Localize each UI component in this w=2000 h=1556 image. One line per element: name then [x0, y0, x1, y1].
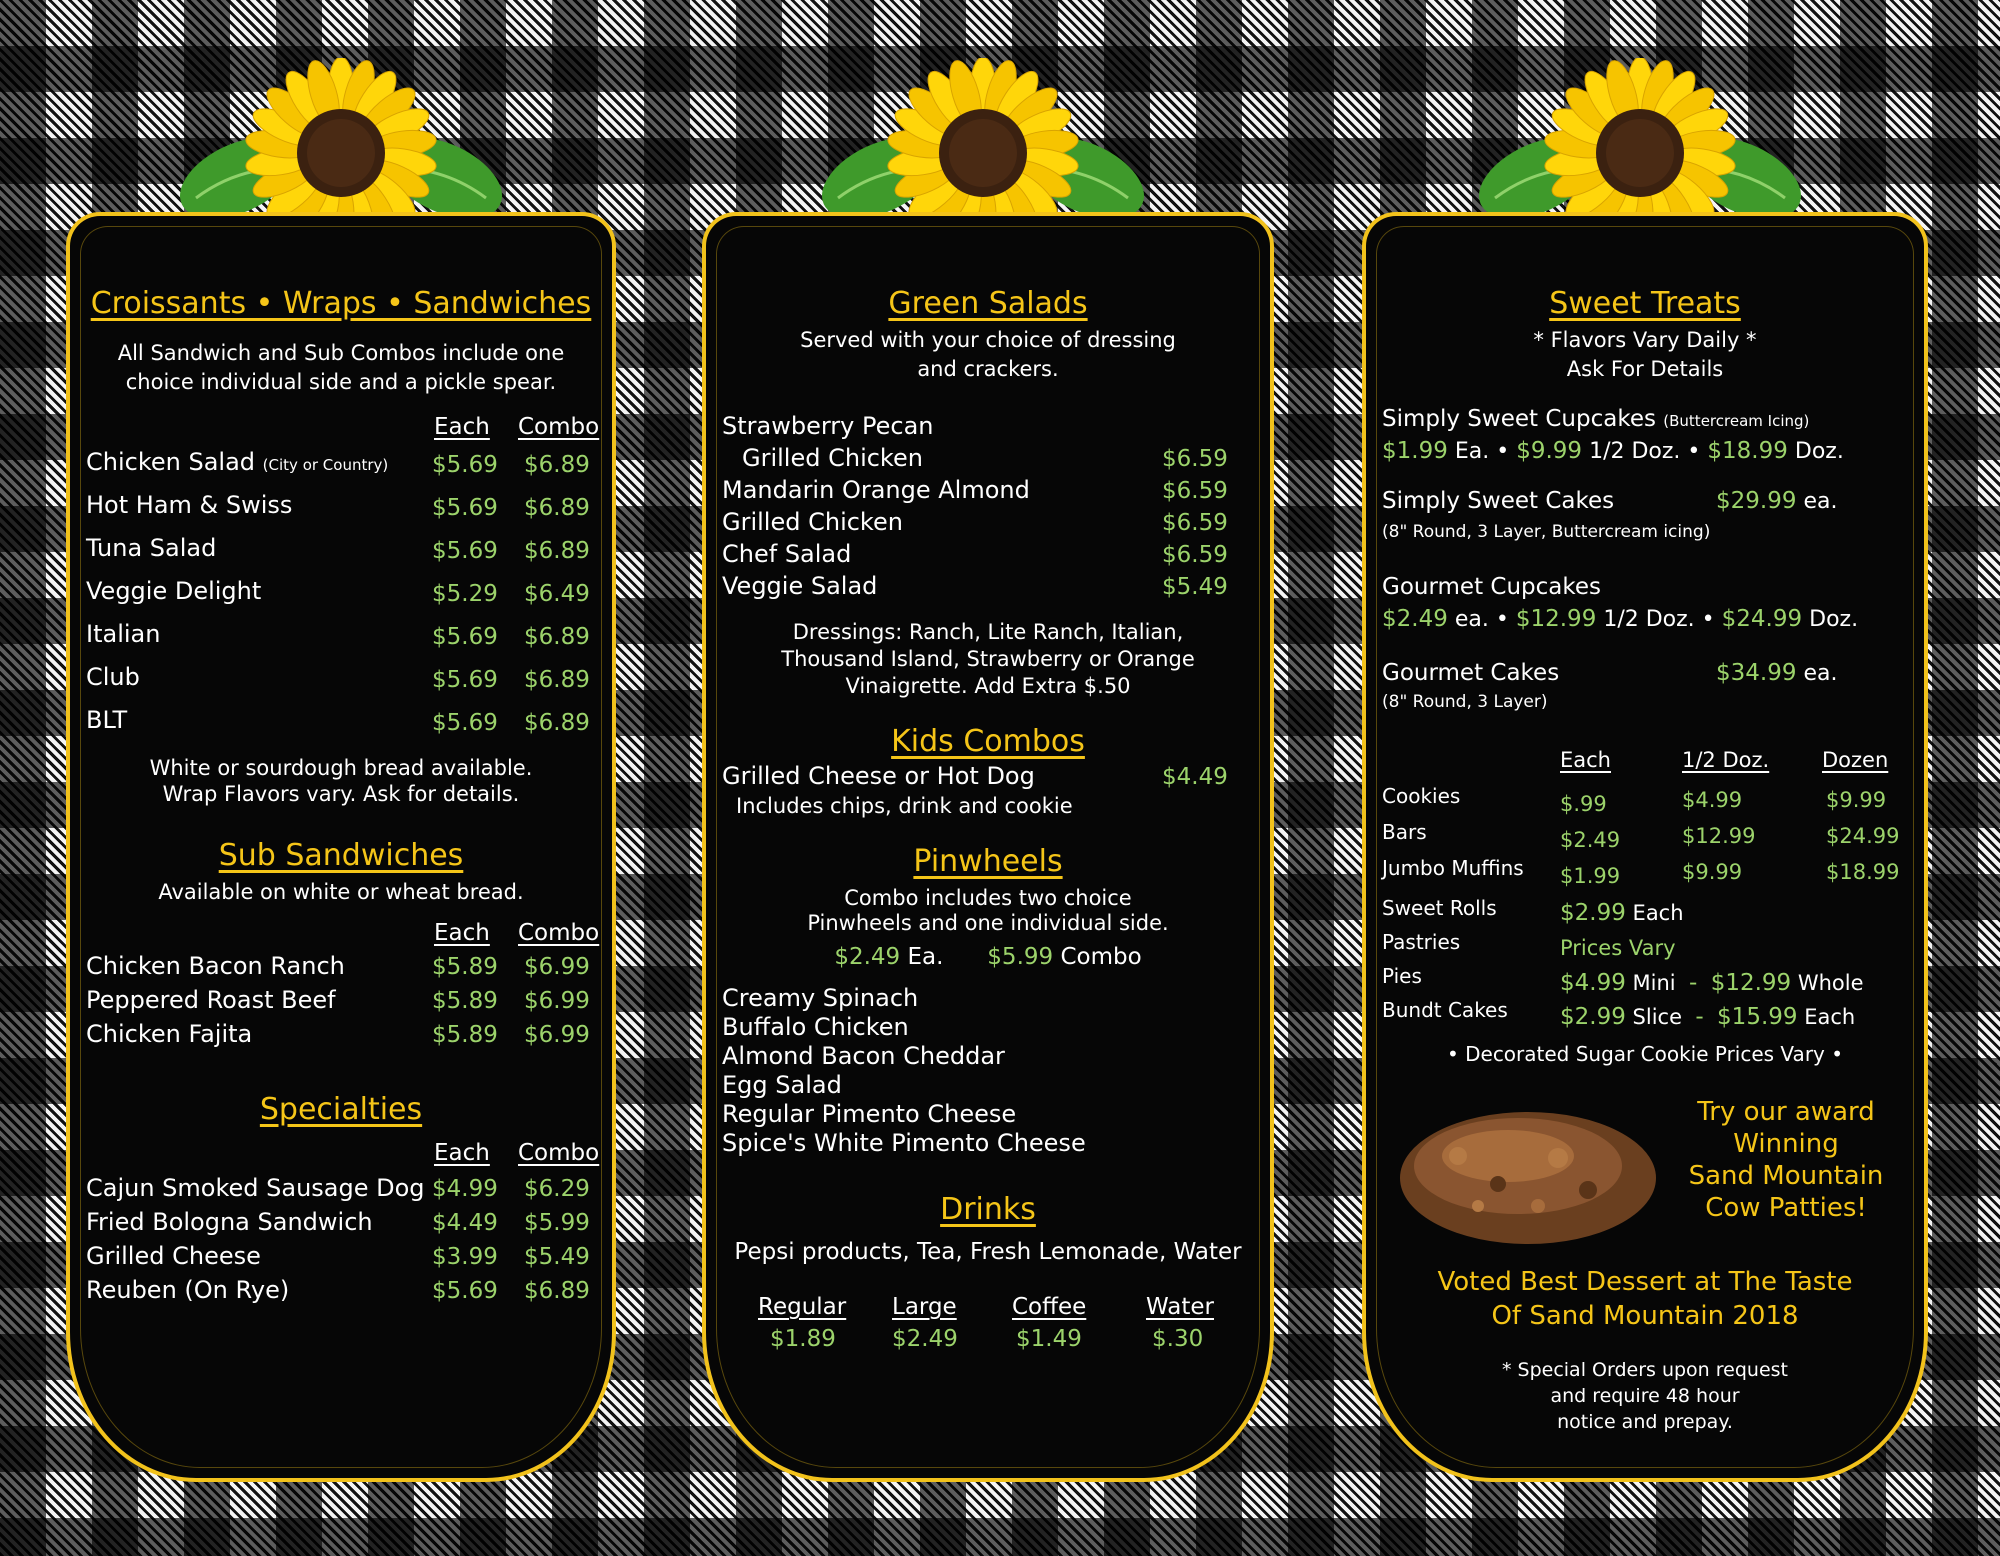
promo-text: Sand Mountain [1688, 1161, 1884, 1191]
decorated-cookie-note: • Decorated Sugar Cookie Prices Vary • [1446, 1042, 1844, 1066]
price: $4.99 [1560, 970, 1626, 996]
section-title: Sub Sandwiches [218, 838, 464, 873]
price-unit: ea. • [1454, 607, 1509, 632]
pinwheel-prices [706, 944, 1270, 970]
price-unit: Ea. • [1454, 439, 1510, 464]
price: $24.99 [1721, 606, 1803, 632]
section-note: Pinwheels and one individual side. [807, 911, 1169, 935]
price-line [1560, 900, 1684, 926]
column-header-half-dozen: 1/2 Doz. [1682, 748, 1770, 772]
special-order-note: and require 48 hour [1550, 1385, 1740, 1407]
price: $2.49 [1382, 606, 1448, 632]
price-each: $4.99 [432, 1176, 498, 1202]
price-each: $5.69 [432, 495, 498, 521]
price-each: $1.99 [1560, 864, 1621, 888]
item-name: Simply Sweet Cakes [1382, 488, 1615, 514]
sweets-panel [1362, 212, 1928, 1482]
item-name: Gourmet Cupcakes [1382, 574, 1602, 600]
price-each: $5.89 [432, 1022, 498, 1048]
award-text: Voted Best Dessert at The Taste [1437, 1267, 1853, 1297]
price-unit: 1/2 Doz. • [1603, 607, 1715, 632]
sandwich-panel [66, 212, 616, 1482]
price: Prices Vary [1560, 936, 1676, 960]
drink-price: $1.89 [770, 1326, 836, 1352]
item-name: Italian [86, 620, 161, 648]
price-combo: $6.49 [524, 581, 590, 607]
section-note: choice individual side and a pickle spear. [125, 370, 557, 394]
item-note: (Buttercream Icing) [1663, 412, 1810, 430]
pinwheel-item: Spice's White Pimento Cheese [722, 1129, 1086, 1157]
price-each: $4.49 [432, 1210, 498, 1236]
section-title: Specialties [259, 1092, 423, 1127]
price: $5.99 [987, 944, 1054, 970]
price-dozen: $24.99 [1826, 824, 1900, 848]
price-half-dozen: $12.99 [1682, 824, 1756, 848]
price-each: $5.69 [432, 667, 498, 693]
section-note: All Sandwich and Sub Combos include one [117, 341, 565, 365]
price-combo: $6.89 [524, 667, 590, 693]
item-name: Pies [1382, 964, 1422, 988]
drink-size: Water [1146, 1294, 1214, 1320]
column-header-combo: Combo [518, 414, 600, 440]
drink-size: Large [892, 1294, 957, 1320]
item-name: Bundt Cakes [1382, 998, 1508, 1022]
price-unit: Ea. [907, 944, 944, 970]
dressing-note: Vinaigrette. Add Extra $.50 [845, 674, 1131, 698]
price: $2.49 [834, 944, 901, 970]
item-name: Chicken Bacon Ranch [86, 952, 345, 980]
item-name: Hot Ham & Swiss [86, 491, 293, 519]
price: $6.59 [1162, 446, 1228, 472]
promo-text: Winning [1733, 1129, 1839, 1159]
price-unit: Whole [1797, 971, 1864, 995]
price-each: $5.69 [432, 538, 498, 564]
section-title: Kids Combos [891, 724, 1085, 759]
price: $6.59 [1162, 542, 1228, 568]
item-name: Mandarin Orange Almond [722, 476, 1030, 504]
price-each: $.99 [1560, 792, 1607, 816]
item-name: Reuben (On Rye) [86, 1276, 290, 1304]
promo-text: Try our award [1697, 1097, 1875, 1127]
award-text: Of Sand Mountain 2018 [1491, 1301, 1799, 1331]
item-name: Strawberry Pecan [722, 412, 934, 440]
item-name: Bars [1382, 820, 1427, 844]
price-combo: $6.89 [524, 710, 590, 736]
price-each: $5.89 [432, 988, 498, 1014]
price: $2.99 [1560, 900, 1626, 926]
price: $29.99 [1716, 488, 1797, 514]
price-combo: $6.89 [524, 624, 590, 650]
pinwheel-item: Buffalo Chicken [722, 1013, 909, 1041]
price-line [1560, 970, 1864, 996]
price: $15.99 [1717, 1004, 1798, 1030]
item-name: BLT [86, 706, 128, 734]
drink-price: $2.49 [892, 1326, 958, 1352]
pinwheel-item: Creamy Spinach [722, 984, 919, 1012]
price: $12.99 [1515, 606, 1597, 632]
price-combo: $5.99 [524, 1210, 590, 1236]
drink-price: $1.49 [1016, 1326, 1082, 1352]
item-name: Chicken Fajita [86, 1020, 253, 1048]
price-unit: Doz. [1809, 607, 1859, 632]
price-combo: $6.89 [524, 495, 590, 521]
price-line [1716, 660, 1838, 686]
price-unit: Mini [1632, 971, 1676, 995]
price-each: $5.69 [432, 624, 498, 650]
pinwheel-item: Regular Pimento Cheese [722, 1100, 1017, 1128]
price-each: $5.69 [432, 452, 498, 478]
item-name: Sweet Rolls [1382, 896, 1497, 920]
item-name: Gourmet Cakes [1382, 660, 1560, 686]
price: $2.99 [1560, 1004, 1626, 1030]
item-name: Chicken Salad [86, 448, 256, 476]
item-name: Jumbo Muffins [1382, 856, 1524, 880]
price-half-dozen: $4.99 [1682, 788, 1743, 812]
item-name: Veggie Salad [722, 572, 878, 600]
price-unit: Slice [1632, 1005, 1683, 1029]
item-name: Chef Salad [722, 540, 852, 568]
item-name: Grilled Chicken [722, 508, 903, 536]
drink-size: Regular [758, 1294, 847, 1320]
price-unit: Combo [1060, 944, 1142, 970]
special-order-note: notice and prepay. [1557, 1411, 1733, 1433]
price-line [1716, 488, 1838, 514]
column-header-each: Each [434, 414, 490, 440]
item-name: Grilled Cheese [86, 1242, 261, 1270]
price-line [1560, 1004, 1855, 1030]
section-note: * Flavors Vary Daily * [1533, 328, 1757, 352]
item-name: Peppered Roast Beef [86, 986, 336, 1014]
price-unit: ea. [1803, 489, 1838, 514]
price-unit: ea. [1803, 661, 1838, 686]
section-note: Available on white or wheat bread. [158, 880, 524, 904]
price: $12.99 [1710, 970, 1792, 996]
item-name: Club [86, 663, 140, 691]
promo-text: Cow Patties! [1705, 1193, 1867, 1223]
item-name: Veggie Delight [86, 577, 262, 605]
price: $1.99 [1382, 438, 1448, 464]
price-combo: $6.89 [524, 452, 590, 478]
item-note: (8" Round, 3 Layer) [1382, 692, 1548, 712]
special-order-note: * Special Orders upon request [1501, 1359, 1788, 1381]
section-title: Pinwheels [913, 844, 1063, 879]
price: $6.59 [1162, 510, 1228, 536]
section-note: Ask For Details [1566, 357, 1724, 381]
item-note: (8" Round, 3 Layer, Buttercream icing) [1382, 522, 1711, 542]
column-header-each: Each [434, 1140, 490, 1166]
price: $18.99 [1707, 438, 1788, 464]
column-header-combo: Combo [518, 920, 600, 946]
price-line [1382, 438, 1844, 464]
item-name: Tuna Salad [86, 534, 217, 562]
price-line [1382, 606, 1858, 632]
section-note: Served with your choice of dressing [800, 328, 1176, 352]
price-each: $5.69 [432, 710, 498, 736]
item-name: Fried Bologna Sandwich [86, 1208, 373, 1236]
price-each: $3.99 [432, 1244, 498, 1270]
price-each: $5.89 [432, 954, 498, 980]
column-header-combo: Combo [518, 1140, 600, 1166]
bread-note: White or sourdough bread available. [149, 756, 533, 780]
price-each: $5.69 [432, 1278, 498, 1304]
salads-panel [702, 212, 1274, 1482]
price-unit: Each [1804, 1005, 1856, 1029]
item-name: Grilled Cheese or Hot Dog [722, 762, 1035, 790]
price: $6.59 [1162, 478, 1228, 504]
price-separator: - [1695, 1004, 1704, 1030]
section-note: Combo includes two choice [844, 886, 1132, 910]
dressing-note: Thousand Island, Strawberry or Orange [781, 647, 1195, 671]
drink-size: Coffee [1012, 1294, 1087, 1320]
section-title: Croissants • Wraps • Sandwiches [90, 286, 592, 321]
item-name: Cajun Smoked Sausage Dog [86, 1174, 425, 1202]
price-combo: $6.99 [524, 1022, 590, 1048]
price-unit: 1/2 Doz. • [1589, 439, 1701, 464]
pinwheel-item: Almond Bacon Cheddar [722, 1042, 1005, 1070]
pinwheel-item: Egg Salad [722, 1071, 842, 1099]
price-combo: $6.89 [524, 1278, 590, 1304]
item-name: Cookies [1382, 784, 1461, 808]
column-header-each: Each [434, 920, 490, 946]
drink-price: $.30 [1152, 1326, 1204, 1352]
price: $4.49 [1162, 764, 1228, 790]
price-unit: Doz. [1794, 439, 1844, 464]
dressing-note: Dressings: Ranch, Lite Ranch, Italian, [792, 620, 1184, 644]
price-dozen: $9.99 [1826, 788, 1887, 812]
price-separator: - [1689, 970, 1698, 996]
drinks-note: Pepsi products, Tea, Fresh Lemonade, Water [734, 1239, 1242, 1265]
price-unit: Each [1632, 901, 1684, 925]
price-combo: $6.89 [524, 538, 590, 564]
price-combo: $6.99 [524, 954, 590, 980]
item-name: Simply Sweet Cupcakes [1382, 406, 1656, 432]
item-name: Grilled Chicken [742, 444, 923, 472]
price-half-dozen: $9.99 [1682, 860, 1743, 884]
column-header-each: Each [1560, 748, 1611, 772]
item-note: (City or Country) [262, 456, 389, 474]
price: $5.49 [1162, 574, 1228, 600]
column-header-dozen: Dozen [1822, 748, 1889, 772]
price-combo: $6.29 [524, 1176, 590, 1202]
section-title: Green Salads [888, 286, 1088, 321]
price-combo: $6.99 [524, 988, 590, 1014]
price-dozen: $18.99 [1826, 860, 1900, 884]
price-each: $5.29 [432, 581, 498, 607]
item-note: Includes chips, drink and cookie [736, 794, 1073, 818]
section-note: and crackers. [917, 357, 1059, 381]
price: $9.99 [1516, 438, 1583, 464]
section-title: Drinks [940, 1192, 1036, 1227]
bread-note: Wrap Flavors vary. Ask for details. [162, 782, 520, 806]
price: $34.99 [1716, 660, 1797, 686]
section-title: Sweet Treats [1549, 286, 1741, 321]
cow-patty-image [1388, 1086, 1668, 1256]
item-name: Pastries [1382, 930, 1461, 954]
price-combo: $5.49 [524, 1244, 590, 1270]
price-each: $2.49 [1560, 828, 1621, 852]
